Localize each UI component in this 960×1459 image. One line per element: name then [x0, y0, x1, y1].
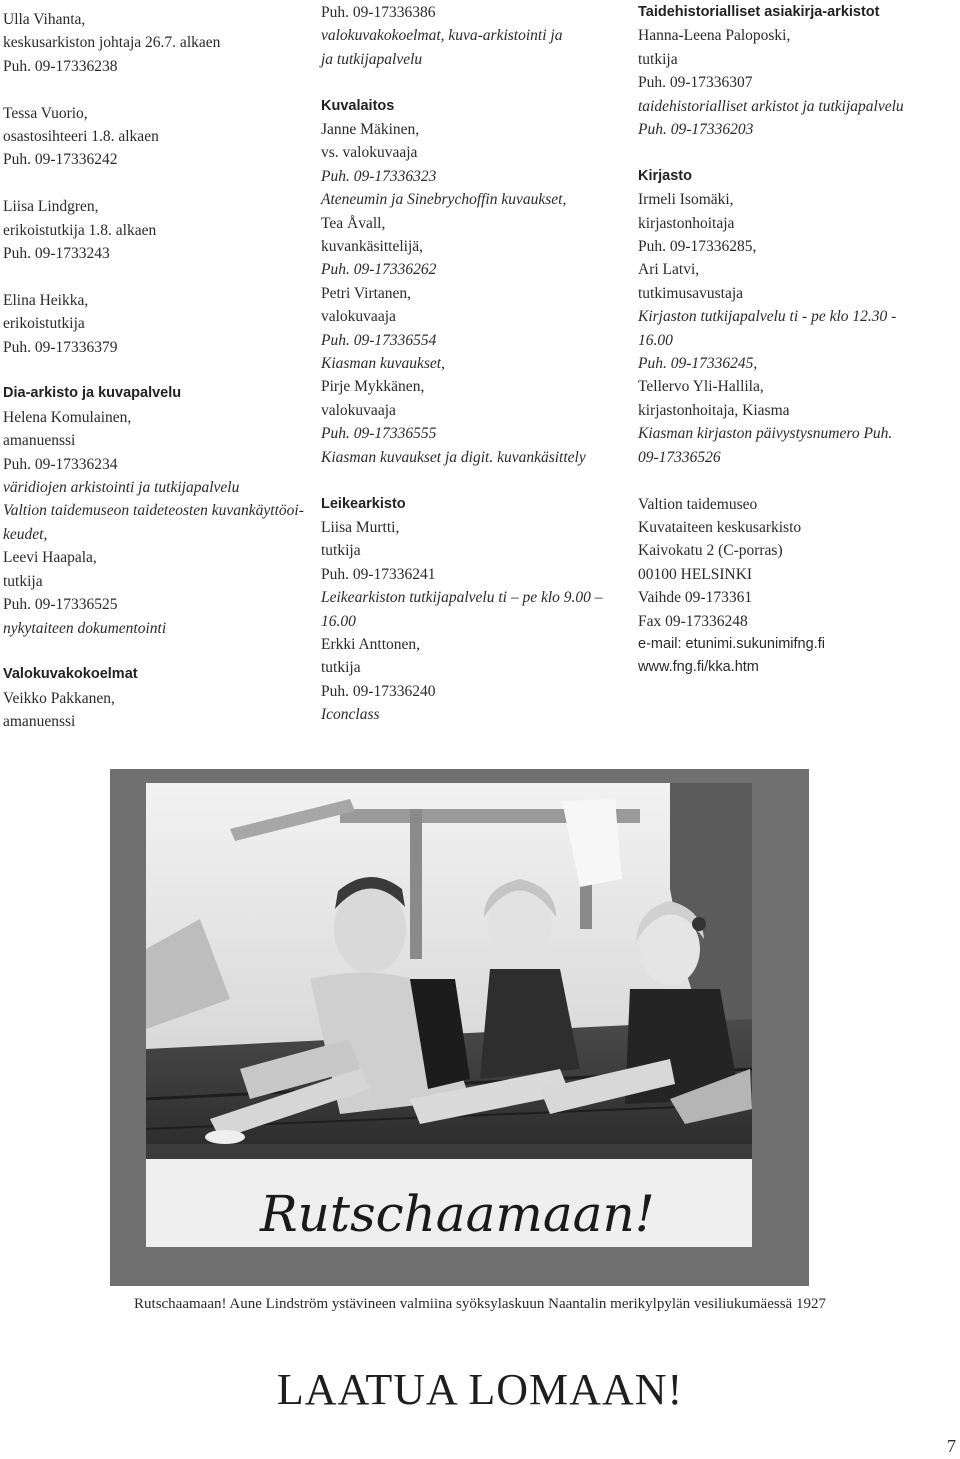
text-line: Puh. 09-17336242	[3, 151, 118, 169]
text-line: ja tutkijapalvelu	[321, 50, 423, 68]
text-line: Puh. 09-17336245,	[638, 355, 758, 373]
text-line: erikoistutkija	[3, 315, 85, 333]
section-valokuva-cont	[321, 1, 611, 71]
text-line: valokuvakokoelmat, kuva-arkistointi ja	[321, 27, 563, 45]
photo-print	[146, 783, 752, 1159]
text-line: Puh. 09-1733243	[3, 245, 110, 263]
section-heading: Valokuvakokoelmat	[3, 666, 138, 683]
text-line: Puh. 09-17336323	[321, 167, 437, 185]
text-line: kirjastonhoitaja, Kiasma	[638, 401, 790, 419]
page-number: 7	[947, 1436, 956, 1456]
text-line: kirjastonhoitaja	[638, 214, 735, 232]
text-line: Irmeli Isomäki,	[638, 191, 734, 209]
text-line: Ulla Vihanta,	[3, 11, 86, 28]
text-line: kuvankäsittelijä,	[321, 238, 424, 256]
text-line: Tea Åvall,	[321, 214, 386, 232]
text-line: Puh. 09-17336241	[321, 565, 436, 583]
text-line: Hanna-Leena Paloposki,	[638, 27, 791, 45]
text-line: tutkimusavustaja	[638, 284, 744, 302]
text-line: keskusarkiston johtaja 26.7. alkaen	[3, 34, 221, 52]
text-line: erikoistutkija 1.8. alkaen	[3, 221, 157, 239]
text-line: Puh. 09-17336386	[321, 4, 436, 21]
text-line: Kaivokatu 2 (C-porras)	[638, 542, 783, 560]
text-line: Puh. 09-17336238	[3, 57, 118, 75]
text-line: valokuvaaja	[321, 308, 396, 326]
text-line: tutkija	[321, 542, 361, 560]
text-line: 16.00	[321, 612, 356, 630]
column-left	[3, 8, 304, 757]
text-line: nykytaiteen dokumentointi	[3, 619, 167, 637]
text-line: Helena Komulainen,	[3, 408, 132, 426]
text-line: Kirjaston tutkijapalvelu ti - pe klo 12.30 -	[638, 308, 897, 326]
text-line: Puh. 09-17336262	[321, 261, 437, 279]
text-line: valokuvaaja	[321, 401, 396, 419]
text-line: taidehistorialliset arkistot ja tutkijapalvelu	[638, 97, 904, 115]
text-line: väridiojen arkistointi ja tutkijapalvelu	[3, 479, 240, 497]
text-line: Puh. 09-17336234	[3, 455, 118, 473]
text-line: Valtion taidemuseon taideteosten kuvankäyttöoi-	[3, 502, 304, 520]
text-line: Leevi Haapala,	[3, 549, 97, 567]
text-line: Tessa Vuorio,	[3, 104, 88, 122]
text-line: Puh. 09-17336203	[638, 121, 754, 139]
text-line: Liisa Murtti,	[321, 518, 400, 536]
text-line: Veikko Pakkanen,	[3, 689, 115, 707]
contact-block	[3, 102, 293, 172]
text-line: Puh. 09-17336554	[321, 331, 437, 349]
text-line: Elina Heikka,	[3, 291, 89, 309]
text-line: osastosihteeri 1.8. alkaen	[3, 128, 159, 146]
section-heading: Taidehistorialliset asiakirja-arkistot	[638, 4, 880, 20]
text-line: tutkija	[3, 572, 43, 590]
text-line: Erkki Anttonen,	[321, 635, 421, 653]
text-line: Tellervo Yli-Hallila,	[638, 378, 764, 396]
contact-block	[3, 195, 293, 265]
column-middle	[321, 1, 611, 750]
address-block	[638, 493, 948, 680]
text-line: vs. valokuvaaja	[321, 144, 418, 162]
section-kuvalaitos	[321, 95, 611, 470]
text-line: Iconclass	[321, 706, 380, 724]
text-line: Kiasman kuvaukset,	[321, 355, 445, 373]
text-line: Puh. 09-17336555	[321, 425, 437, 443]
text-line: Kiasman kirjaston päivystysnumero Puh.	[638, 425, 893, 443]
text-line: amanuenssi	[3, 432, 76, 450]
photo-caption: Rutschaamaan! Aune Lindström ystävineen valmiina syöksylaskuun Naantalin merikylpylän vesiliukumäessä 1927	[134, 1296, 826, 1312]
text-line: Fax 09-17336248	[638, 612, 748, 630]
text-line: Ari Latvi,	[638, 261, 700, 279]
text-line: Kuvataiteen keskusarkisto	[638, 518, 802, 536]
text-line: 16.00	[638, 331, 673, 349]
text-line: tutkija	[638, 50, 678, 68]
section-dia-arkisto	[3, 382, 304, 639]
section-heading: Kuvalaitos	[321, 97, 395, 114]
section-heading: Leikearkisto	[321, 495, 406, 512]
text-line: amanuenssi	[3, 713, 76, 731]
column-right	[638, 1, 948, 703]
section-heading: Dia-arkisto ja kuvapalvelu	[3, 385, 182, 402]
website-text: www.fng.fi/kka.htm	[638, 659, 759, 676]
text-line: Petri Virtanen,	[321, 284, 412, 302]
section-leikearkisto	[321, 493, 611, 727]
text-line: 09-17336526	[638, 448, 721, 466]
historical-photo	[110, 769, 809, 1286]
text-line: Puh. 09-17336307	[638, 74, 753, 92]
text-line: Pirje Mykkänen,	[321, 378, 425, 396]
section-heading: Kirjasto	[638, 167, 692, 184]
text-line: Kiasman kuvaukset ja digit. kuvankäsittely	[321, 448, 586, 466]
text-line: 00100 HELSINKI	[638, 565, 753, 583]
text-line: Janne Mäkinen,	[321, 121, 420, 139]
photo-illustration	[110, 769, 809, 1286]
text-line: Leikearkiston tutkijapalvelu ti – pe klo 9.00 –	[321, 589, 603, 607]
text-line: Puh. 09-17336379	[3, 338, 118, 356]
contact-block	[3, 8, 293, 78]
contact-block	[3, 289, 293, 359]
text-line: Puh. 09-17336240	[321, 682, 436, 700]
text-line: Vaihde 09-173361	[638, 589, 753, 607]
text-line: Valtion taidemuseo	[638, 495, 758, 513]
section-valokuvakokoelmat	[3, 663, 293, 733]
text-line: Puh. 09-17336285,	[638, 238, 757, 256]
text-line: tutkija	[321, 659, 361, 677]
section-taidehistorialliset	[638, 1, 948, 141]
page-title: LAATUA LOMAAN!	[276, 1365, 684, 1414]
text-line: Liisa Lindgren,	[3, 198, 99, 216]
text-line: keudet,	[3, 525, 48, 543]
email-text: e-mail: etunimi.sukunimifng.fi	[638, 635, 825, 652]
handwriting-text: Rutschaamaan!	[260, 1185, 655, 1243]
section-kirjasto	[638, 165, 948, 469]
text-line: Puh. 09-17336525	[3, 596, 118, 614]
text-line: Ateneumin ja Sinebrychoffin kuvaukset,	[321, 191, 567, 209]
